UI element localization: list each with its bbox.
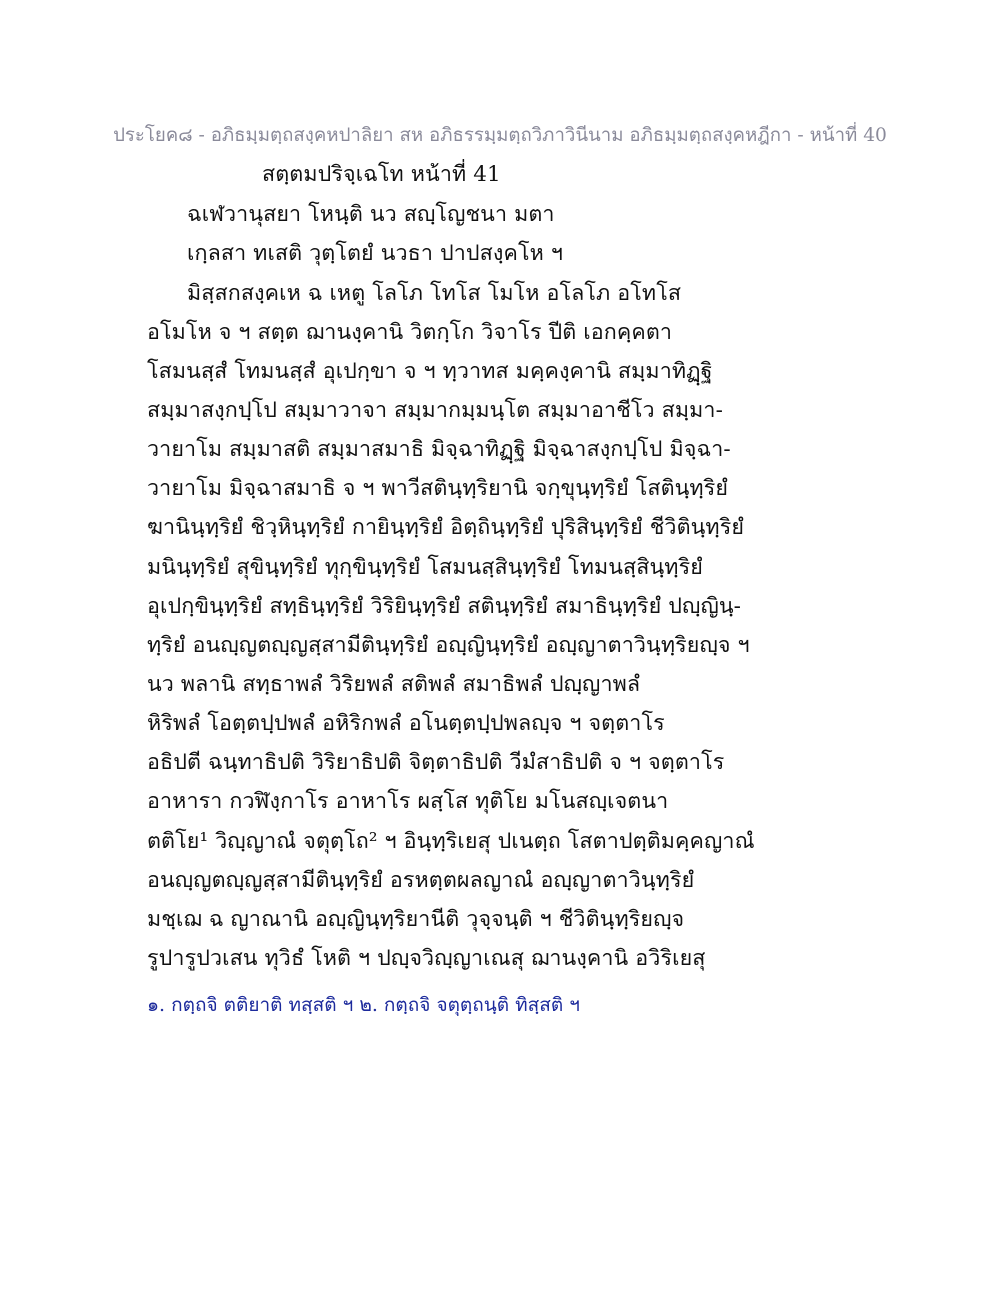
- body-line: อาหารา กวฬิงฺกาโร อาหาโร ผสฺโส ทุติโย มโนสญฺเจตนา: [147, 789, 669, 814]
- page-header: ประโยค๘ - อภิธมฺมตฺถสงฺคหปาลิยา สห อภิธรรมฺมตฺถวิภาวินีนาม อภิธมฺมตฺถสงฺคหฎีกา - หน้าที่ 40: [113, 125, 887, 146]
- body-line: นว พลานิ สทฺธาพลํ วิริยพลํ สติพลํ สมาธิพลํ ปญฺญาพลํ: [147, 672, 641, 697]
- body-line: ฆานินฺทฺริยํ ชิวฺหินฺทฺริยํ กายินฺทฺริยํ อิตฺถินฺทฺริยํ ปุริสินฺทฺริยํ ชีวิตินฺทฺริยํ: [147, 515, 745, 540]
- body-line: หิริพลํ โอตฺตปฺปพลํ อหิริกพลํ อโนตฺตปฺปพลญฺจ ฯ จตฺตาโร: [147, 711, 665, 736]
- body-line: อธิปตี ฉนฺทาธิปติ วิริยาธิปติ จิตฺตาธิปติ วีมํสาธิปติ จ ฯ จตฺตาโร: [147, 750, 725, 775]
- body-line: มนินฺทฺริยํ สุขินฺทฺริยํ ทุกฺขินฺทฺริยํ โสมนสฺสินฺทฺริยํ โทมนสฺสินฺทฺริยํ: [147, 555, 703, 580]
- body-line: อนญฺญตญฺญสฺสามีตินฺทฺริยํ อรหตฺตผลญาณํ อญฺญาตาวินฺทฺริยํ: [147, 868, 695, 893]
- body-line: อุเปกฺขินฺทฺริยํ สทฺธินฺทฺริยํ วิริยินฺทฺริยํ สตินฺทฺริยํ สมาธินฺทฺริยํ ปญฺญินฺ-: [147, 594, 742, 619]
- body-line: อโมโห จ ฯ สตฺต ฌานงฺคานิ วิตกฺโก วิจาโร ปีติ เอกคฺคตา: [147, 320, 673, 345]
- body-line: มชฺเฌ ฉ ญาณานิ อญฺญินฺทฺริยานีติ วุจฺจนฺติ ฯ ชีวิตินฺทฺริยญฺจ: [147, 907, 685, 932]
- body-line: ตติโย¹ วิญฺญาณํ จตุตฺโถ² ฯ อินฺทฺริเยสุ ปเนตฺถ โสตาปตฺติมคฺคญาณํ: [147, 829, 755, 854]
- body-line: มิสฺสกสงฺคเห ฉ เหตู โลโภ โทโส โมโห อโลโภ อโทโส: [187, 281, 682, 306]
- body-line: สมฺมาสงฺกปฺโป สมฺมาวาจา สมฺมากมฺมนฺโต สมฺมาอาชีโว สมฺมา-: [147, 398, 723, 423]
- body-line: วายาโม มิจฺฉาสมาธิ จ ฯ พาวีสตินฺทฺริยานิ จกฺขุนฺทฺริยํ โสตินฺทฺริยํ: [147, 476, 729, 501]
- body-line: ทฺริยํ อนญฺญตญฺญสฺสามีตินฺทฺริยํ อญฺญินฺทฺริยํ อญฺญาตาวินฺทฺริยญฺจ ฯ: [147, 633, 750, 658]
- body-line: โสมนสฺสํ โทมนสฺสํ อุเปกฺขา จ ฯ ทฺวาทส มคฺคงฺคานิ สมฺมาทิฏฺฐิ: [147, 359, 713, 384]
- body-line: วายาโม สมฺมาสติ สมฺมาสมาธิ มิจฺฉาทิฏฺฐิ มิจฺฉาสงฺกปฺโป มิจฺฉา-: [147, 437, 731, 462]
- verse-line: ฉเฬวานุสยา โหนฺติ นว สญฺโญชนา มตา: [187, 202, 555, 227]
- section-title: สตฺตมปริจฺเฉโท หน้าที่ 41: [262, 162, 501, 187]
- footnote: ๑. กตฺถจิ ตติยาติ ทสฺสติ ฯ ๒. กตฺถจิ จตุตฺถนฺติ ทิสฺสติ ฯ: [147, 994, 580, 1016]
- verse-line: เกฺลสา ทเสติ วุตฺโตยํ นวธา ปาปสงฺคโห ฯ: [187, 241, 563, 266]
- body-line: รูปารูปวเสน ทุวิธํ โหติ ฯ ปญฺจวิญฺญาเณสุ ฌานงฺคานิ อวิริเยสุ: [147, 946, 706, 971]
